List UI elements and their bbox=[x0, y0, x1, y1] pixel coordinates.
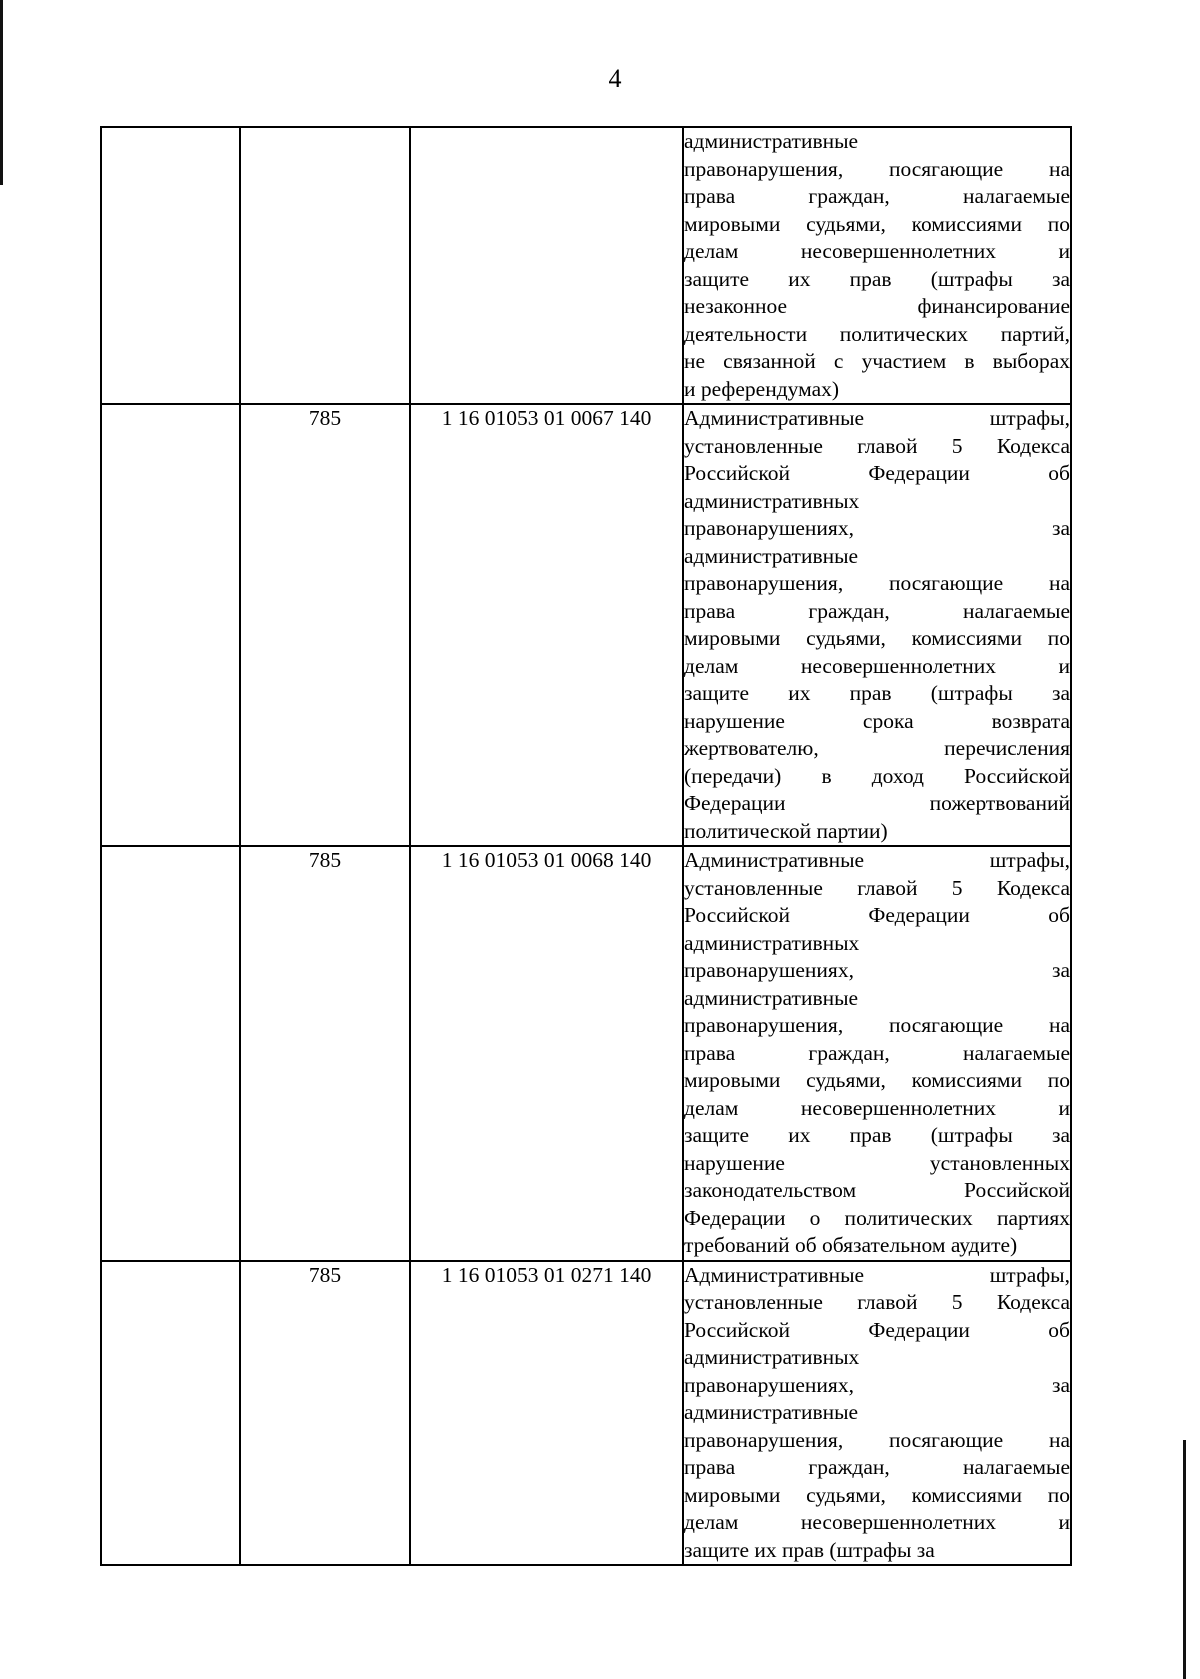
description-line: правонарушениях, за bbox=[684, 516, 1070, 540]
description-line: не связанной с участием в выборах bbox=[684, 349, 1070, 373]
cell-budget-code: 1 16 01053 01 0271 140 bbox=[410, 1261, 683, 1566]
cell-blank bbox=[101, 846, 240, 1261]
description-line: административных bbox=[684, 930, 860, 955]
description-line: делам несовершеннолетних и bbox=[684, 653, 1070, 678]
description-line: права граждан, налагаемые bbox=[684, 184, 1070, 208]
description-line: установленные главой 5 Кодекса bbox=[684, 875, 1070, 900]
description-line: защите их прав (штрафы за bbox=[684, 1537, 935, 1562]
cell-admin-code: 785 bbox=[240, 846, 410, 1261]
table-row bbox=[101, 127, 1071, 404]
description-line: права граждан, налагаемые bbox=[684, 1040, 1070, 1065]
cell-budget-code bbox=[410, 127, 683, 404]
cell-description bbox=[683, 404, 1071, 846]
scan-edge-right bbox=[1183, 1440, 1186, 1679]
description-line: Административные штрафы, bbox=[684, 406, 1070, 430]
description-line: административных bbox=[684, 488, 860, 513]
description-line: Российской Федерации об bbox=[684, 461, 1070, 485]
description-line: установленные главой 5 Кодекса bbox=[684, 433, 1070, 458]
description-line: требований об обязательном аудите) bbox=[684, 1233, 1018, 1257]
description-line: правонарушения, посягающие на bbox=[684, 571, 1070, 595]
description-line: мировыми судьями, комиссиями по bbox=[684, 1068, 1070, 1092]
description-line: права граждан, налагаемые bbox=[684, 1455, 1070, 1479]
cell-blank bbox=[101, 1261, 240, 1566]
description-line: правонарушениях, за bbox=[684, 1372, 1070, 1397]
cell-blank bbox=[101, 127, 240, 404]
table-row bbox=[101, 846, 1071, 1261]
description-line: делам несовершеннолетних и bbox=[684, 1095, 1070, 1120]
description-line: правонарушения, посягающие на bbox=[684, 156, 1070, 181]
table-row bbox=[101, 404, 1071, 846]
description-line: Административные штрафы, bbox=[684, 848, 1070, 872]
description-line: деятельности политических партий, bbox=[684, 321, 1070, 346]
description-line: административные bbox=[684, 129, 859, 153]
description-line: политической партии) bbox=[684, 818, 888, 843]
description-line: (передачи) в доход Российской bbox=[684, 763, 1070, 788]
description-line: защите их прав (штрафы за bbox=[684, 1123, 1070, 1147]
description-line: мировыми судьями, комиссиями по bbox=[684, 211, 1070, 236]
description-line: Федерации о политических партиях bbox=[684, 1205, 1070, 1230]
cell-budget-code: 1 16 01053 01 0068 140 bbox=[410, 846, 683, 1261]
cell-description bbox=[683, 846, 1071, 1261]
description-line: и референдумах) bbox=[684, 376, 840, 401]
description-line: административных bbox=[684, 1345, 860, 1369]
description-line: делам несовершеннолетних и bbox=[684, 1510, 1070, 1534]
description-line: нарушение срока возврата bbox=[684, 708, 1070, 733]
page-number: 4 bbox=[608, 64, 622, 93]
description-line: административные bbox=[684, 543, 859, 568]
description-line: мировыми судьями, комиссиями по bbox=[684, 1482, 1070, 1507]
description-line: нарушение установленных bbox=[684, 1150, 1070, 1175]
description-line: жертвователю, перечисления bbox=[684, 736, 1070, 760]
description-line: Федерации пожертвований bbox=[684, 791, 1070, 815]
description-line: административные bbox=[684, 985, 859, 1010]
description-line: установленные главой 5 Кодекса bbox=[684, 1290, 1070, 1314]
cell-admin-code bbox=[240, 127, 410, 404]
description-line: Административные штрафы, bbox=[684, 1262, 1070, 1287]
cell-blank bbox=[101, 404, 240, 846]
description-line: права граждан, налагаемые bbox=[684, 598, 1070, 623]
description-line: законодательством Российской bbox=[684, 1178, 1070, 1202]
budget-classification-table bbox=[100, 126, 1072, 1566]
description-line: Российской Федерации об bbox=[684, 903, 1070, 927]
description-line: Российской Федерации об bbox=[684, 1317, 1070, 1342]
description-line: защите их прав (штрафы за bbox=[684, 681, 1070, 705]
cell-admin-code: 785 bbox=[240, 1261, 410, 1566]
description-line: мировыми судьями, комиссиями по bbox=[684, 626, 1070, 650]
description-line: правонарушениях, за bbox=[684, 958, 1070, 982]
description-line: защите их прав (штрафы за bbox=[684, 266, 1070, 291]
description-line: незаконное финансирование bbox=[684, 294, 1070, 318]
description-line: правонарушения, посягающие на bbox=[684, 1427, 1070, 1452]
cell-admin-code: 785 bbox=[240, 404, 410, 846]
description-line: делам несовершеннолетних и bbox=[684, 239, 1070, 263]
cell-description bbox=[683, 1261, 1071, 1566]
cell-description bbox=[683, 127, 1071, 404]
description-line: правонарушения, посягающие на bbox=[684, 1013, 1070, 1037]
table-row bbox=[101, 1261, 1071, 1566]
cell-budget-code: 1 16 01053 01 0067 140 bbox=[410, 404, 683, 846]
table-body bbox=[101, 127, 1071, 1565]
description-line: административные bbox=[684, 1400, 859, 1424]
